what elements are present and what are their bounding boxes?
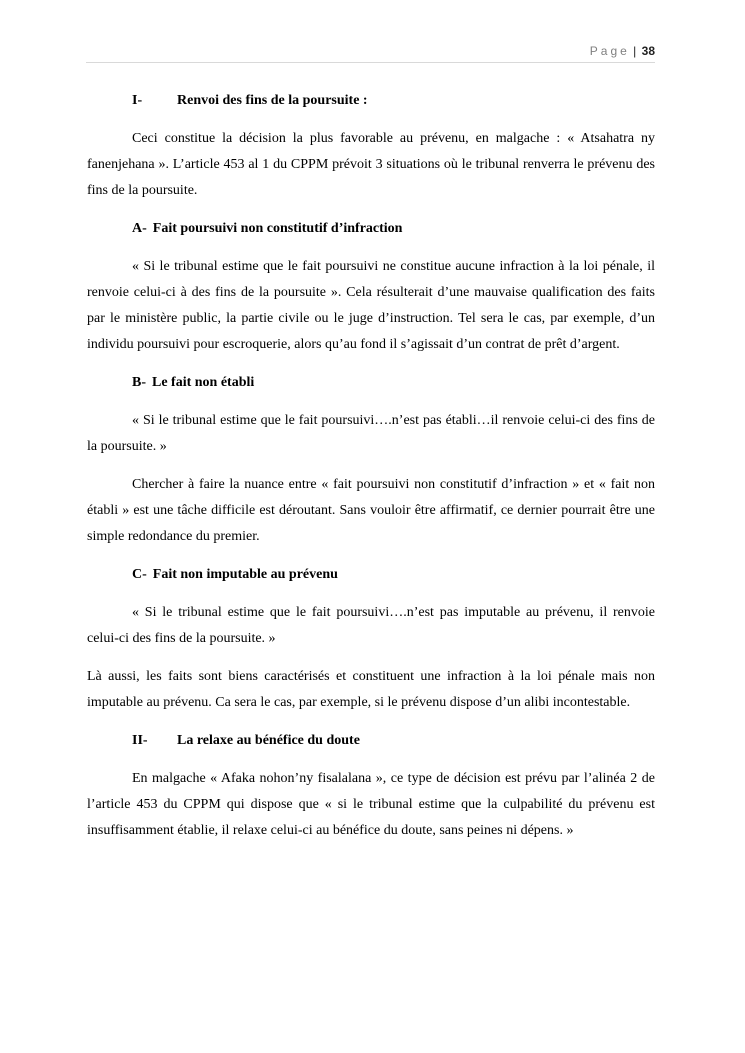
section-heading-2	[132, 728, 655, 754]
page-indicator	[590, 44, 655, 58]
section-title: La relaxe au bénéfice du doute	[177, 733, 360, 748]
header-separator: |	[633, 44, 637, 58]
section-heading-1	[132, 88, 655, 114]
subsection-number: C-	[132, 567, 147, 582]
subsection-heading-c	[132, 562, 655, 588]
document-body	[87, 88, 655, 856]
subsection-title: Fait poursuivi non constitutif d’infraction	[152, 221, 403, 236]
subsection-number: A-	[132, 221, 147, 236]
page-number: 38	[641, 44, 655, 58]
subsection-number: B-	[132, 375, 146, 390]
subsection-heading-a	[132, 216, 655, 242]
section-title: Renvoi des fins de la poursuite :	[177, 93, 368, 108]
subsection-title: Le fait non établi	[152, 375, 255, 390]
paragraph: Là aussi, les faits sont biens caractérisés et constituent une infraction à la loi pénale mais non imputable au prévenu. Ca sera le cas, par exemple, si le prévenu dispose d’un alibi incontestable.	[87, 669, 655, 710]
paragraph: Chercher à faire la nuance entre « fait poursuivi non constitutif d’infraction » et « fait non établi » est une tâche difficile est déroutant. Sans vouloir être affirmatif, ce dernier pourrait être une simple redondance du premier.	[87, 477, 655, 544]
page-header	[86, 36, 655, 63]
paragraph: « Si le tribunal estime que le fait poursuivi….n’est pas imputable au prévenu, il renvoie celui-ci des fins de la poursuite. »	[87, 605, 655, 646]
section-number: II-	[132, 733, 148, 748]
section-number: I-	[132, 93, 143, 108]
page-label: Page	[589, 44, 630, 58]
paragraph: « Si le tribunal estime que le fait poursuivi….n’est pas établi…il renvoie celui-ci des fins de la poursuite. »	[87, 413, 655, 454]
paragraph: Ceci constitue la décision la plus favorable au prévenu, en malgache : « Atsahatra ny fanenjehana ». L’article 453 al 1 du CPPM prévoit 3 situations où le tribunal renverra le prévenu des fins de la poursuite.	[87, 131, 655, 198]
paragraph: En malgache « Afaka nohon’ny fisalalana », ce type de décision est prévu par l’alinéa 2 de l’article 453 du CPPM qui dispose que « si le tribunal estime que la culpabilité du prévenu est insuffisamment établie, il relaxe celui-ci au bénéfice du doute, sans peines ni dépens. »	[87, 771, 655, 838]
subsection-heading-b	[132, 370, 655, 396]
paragraph: « Si le tribunal estime que le fait poursuivi ne constitue aucune infraction à la loi pénale, il renvoie celui-ci à des fins de la poursuite ». Cela résulterait d’une mauvaise qualification des faits par le ministère public, la partie civile ou le juge d’instruction. Tel sera le cas, par exemple, d’un individu poursuivi pour escroquerie, alors qu’au fond il s’agissait d’un contrat de prêt d’argent.	[87, 259, 655, 352]
subsection-title: Fait non imputable au prévenu	[152, 567, 338, 582]
